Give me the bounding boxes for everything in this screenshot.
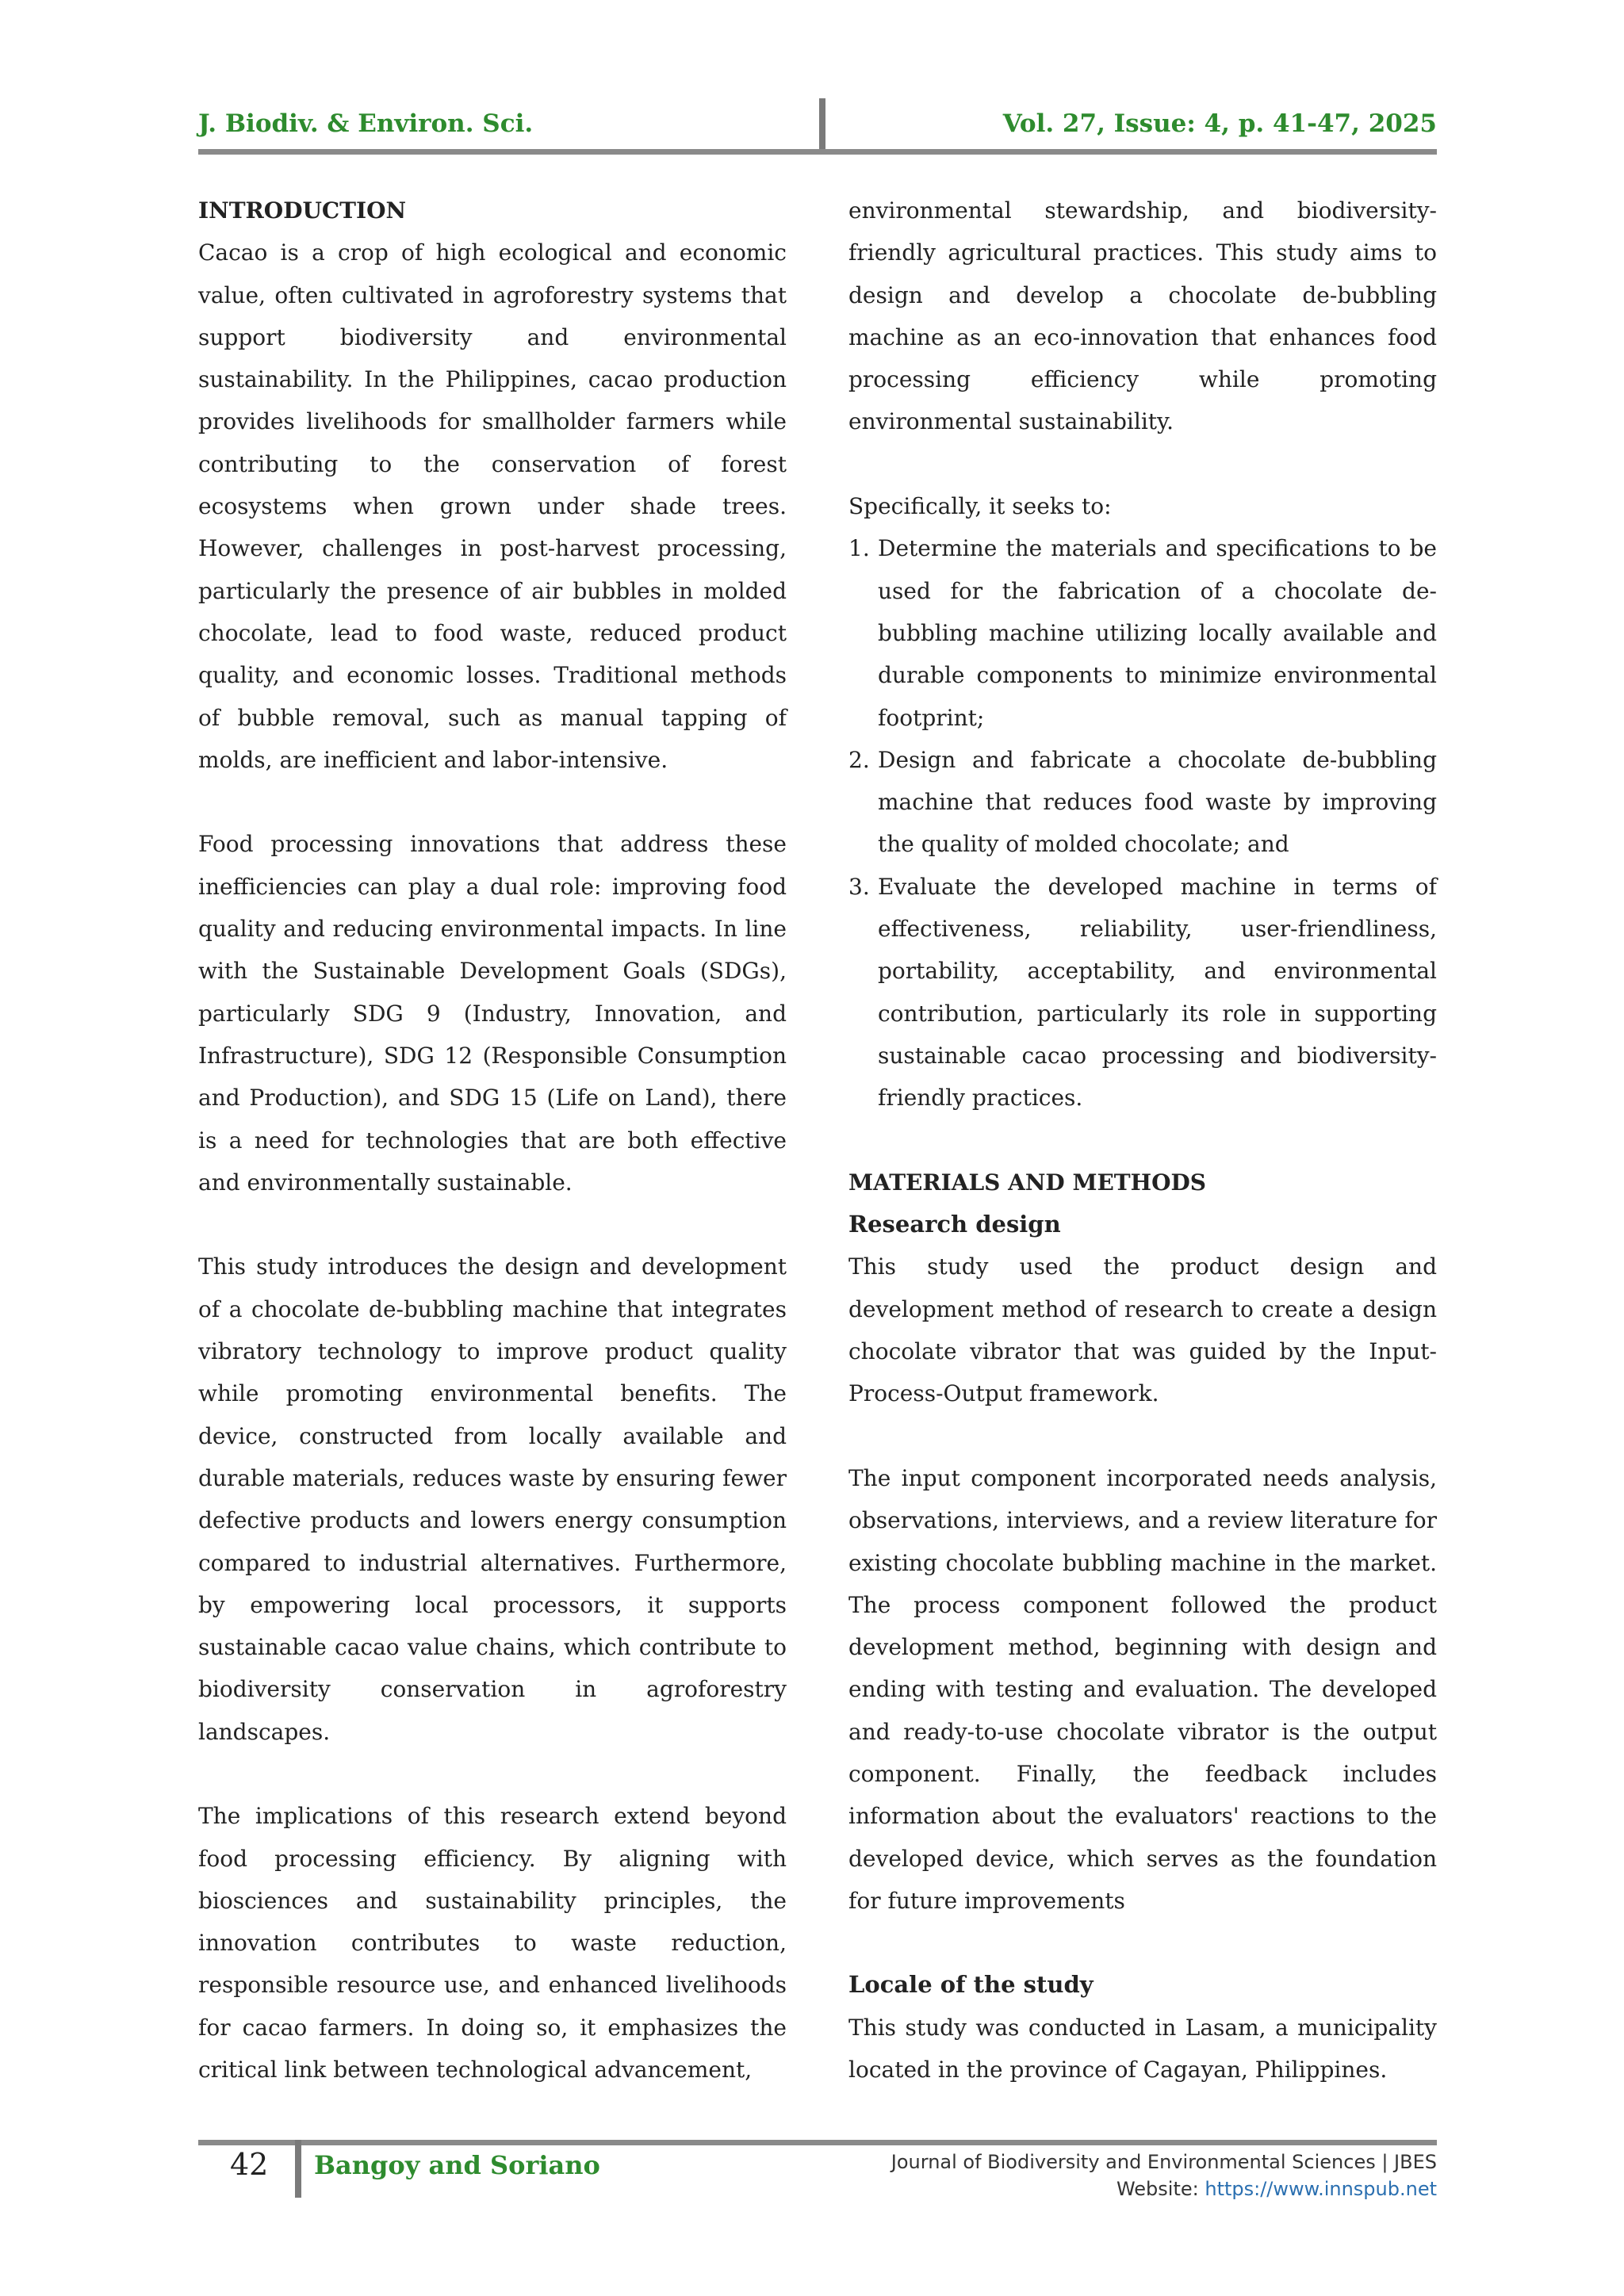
objective-item	[848, 527, 1437, 738]
intro-paragraph-3: This study introduces the design and development of a chocolate de-bubbling machine that integrates vibratory technology to improve product quality while promoting environmental benefits. The device, constructed from locally available and durable materials, reduces waste by ensuring fewer defective products and lowers energy consumption compared to industrial alternatives. Furthermore, by empowering local processors, it supports sustainable cacao value chains, which contribute to biodiversity conservation in agroforestry landscapes.	[198, 1253, 787, 1745]
objective-text: Design and fabricate a chocolate de-bubbling machine that reduces food waste by improving the quality of molded chocolate; and	[878, 746, 1437, 858]
footer-rule	[198, 2140, 1437, 2145]
journal-short-title: J. Biodiv. & Environ. Sci.	[198, 109, 534, 138]
volume-info: Vol. 27, Issue: 4, p. 41-47, 2025	[1002, 109, 1437, 138]
objective-number: 1.	[848, 535, 870, 562]
objective-text: Determine the materials and specifications to be used for the fabrication of a chocolate de-bubbling machine utilizing locally available and durable components to minimize environmental footprint;	[878, 535, 1437, 731]
objective-item	[848, 866, 1437, 1119]
objective-number: 2.	[848, 746, 870, 773]
left-column	[198, 189, 787, 2091]
running-authors: Bangoy and Soriano	[314, 2150, 600, 2180]
intro-paragraph-5: environmental stewardship, and biodiversity-friendly agricultural practices. This study aims to design and develop a chocolate de-bubbling machine as an eco-innovation that enhances food processing efficiency while promoting environmental sustainability.	[848, 197, 1437, 435]
website-label: Website:	[1116, 2178, 1205, 2200]
objective-text: Evaluate the developed machine in terms of effectiveness, reliability, user-friendliness, portability, acceptability, and environmental contribution, particularly its role in supporting sustainable cacao processing and biodiversity-friendly practices.	[878, 873, 1437, 1112]
locale-paragraph: This study was conducted in Lasam, a municipality located in the province of Cagayan, Philippines.	[848, 2014, 1437, 2084]
methods-heading: MATERIALS AND METHODS	[848, 1169, 1206, 1196]
research-design-heading: Research design	[848, 1211, 1061, 1238]
header-rule	[198, 149, 1437, 155]
header-divider	[819, 98, 825, 152]
footer-divider	[295, 2140, 301, 2198]
intro-paragraph-4: The implications of this research extend beyond food processing efficiency. By aligning with biosciences and sustainability principles, the innovation contributes to waste reduction, responsible resource use, and enhanced livelihoods for cacao farmers. In doing so, it emphasizes the critical link between technological advancement,	[198, 1803, 787, 2084]
journal-full-name: Journal of Biodiversity and Environmental Sciences | JBES	[891, 2151, 1437, 2173]
intro-paragraph-2: Food processing innovations that address these inefficiencies can play a dual role: improving food quality and reducing environmental impacts. In line with the Sustainable Development Goals (SDGs), particularly SDG 9 (Industry, Innovation, and Infrastructure), SDG 12 (Responsible Consumption and Production), and SDG 15 (Life on Land), there is a need for technologies that are both effective and environmentally sustainable.	[198, 831, 787, 1196]
research-design-paragraph: This study used the product design and development method of research to create a design chocolate vibrator that was guided by the Input-Process-Output framework.	[848, 1253, 1437, 1407]
intro-paragraph-1: Cacao is a crop of high ecological and economic value, often cultivated in agroforestry systems that support biodiversity and environmental sustainability. In the Philippines, cacao production provides livelihoods for smallholder farmers while contributing to the conservation of forest ecosystems when grown under shade trees. However, challenges in post-harvest processing, particularly the presence of air bubbles in molded chocolate, lead to food waste, reduced product quality, and economic losses. Traditional methods of bubble removal, such as manual tapping of molds, are inefficient and labor-intensive.	[198, 239, 787, 773]
footer-journal-info	[891, 2149, 1437, 2202]
objective-number: 3.	[848, 873, 870, 900]
introduction-heading: INTRODUCTION	[198, 197, 407, 224]
page-number: 42	[230, 2147, 269, 2182]
right-column	[848, 189, 1437, 2091]
objective-item	[848, 739, 1437, 866]
objectives-intro: Specifically, it seeks to:	[848, 493, 1112, 520]
locale-heading: Locale of the study	[848, 1971, 1094, 1999]
website-line	[891, 2175, 1437, 2202]
input-process-paragraph: The input component incorporated needs analysis, observations, interviews, and a review literature for existing chocolate bubbling machine in the market. The process component followed the product development method, beginning with design and ending with testing and evaluation. The developed and ready-to-use chocolate vibrator is the output component. Finally, the feedback includes information about the evaluators' reactions to the developed device, which serves as the foundation for future improvements	[848, 1464, 1437, 1914]
website-link[interactable]: https://www.innspub.net	[1205, 2178, 1437, 2200]
